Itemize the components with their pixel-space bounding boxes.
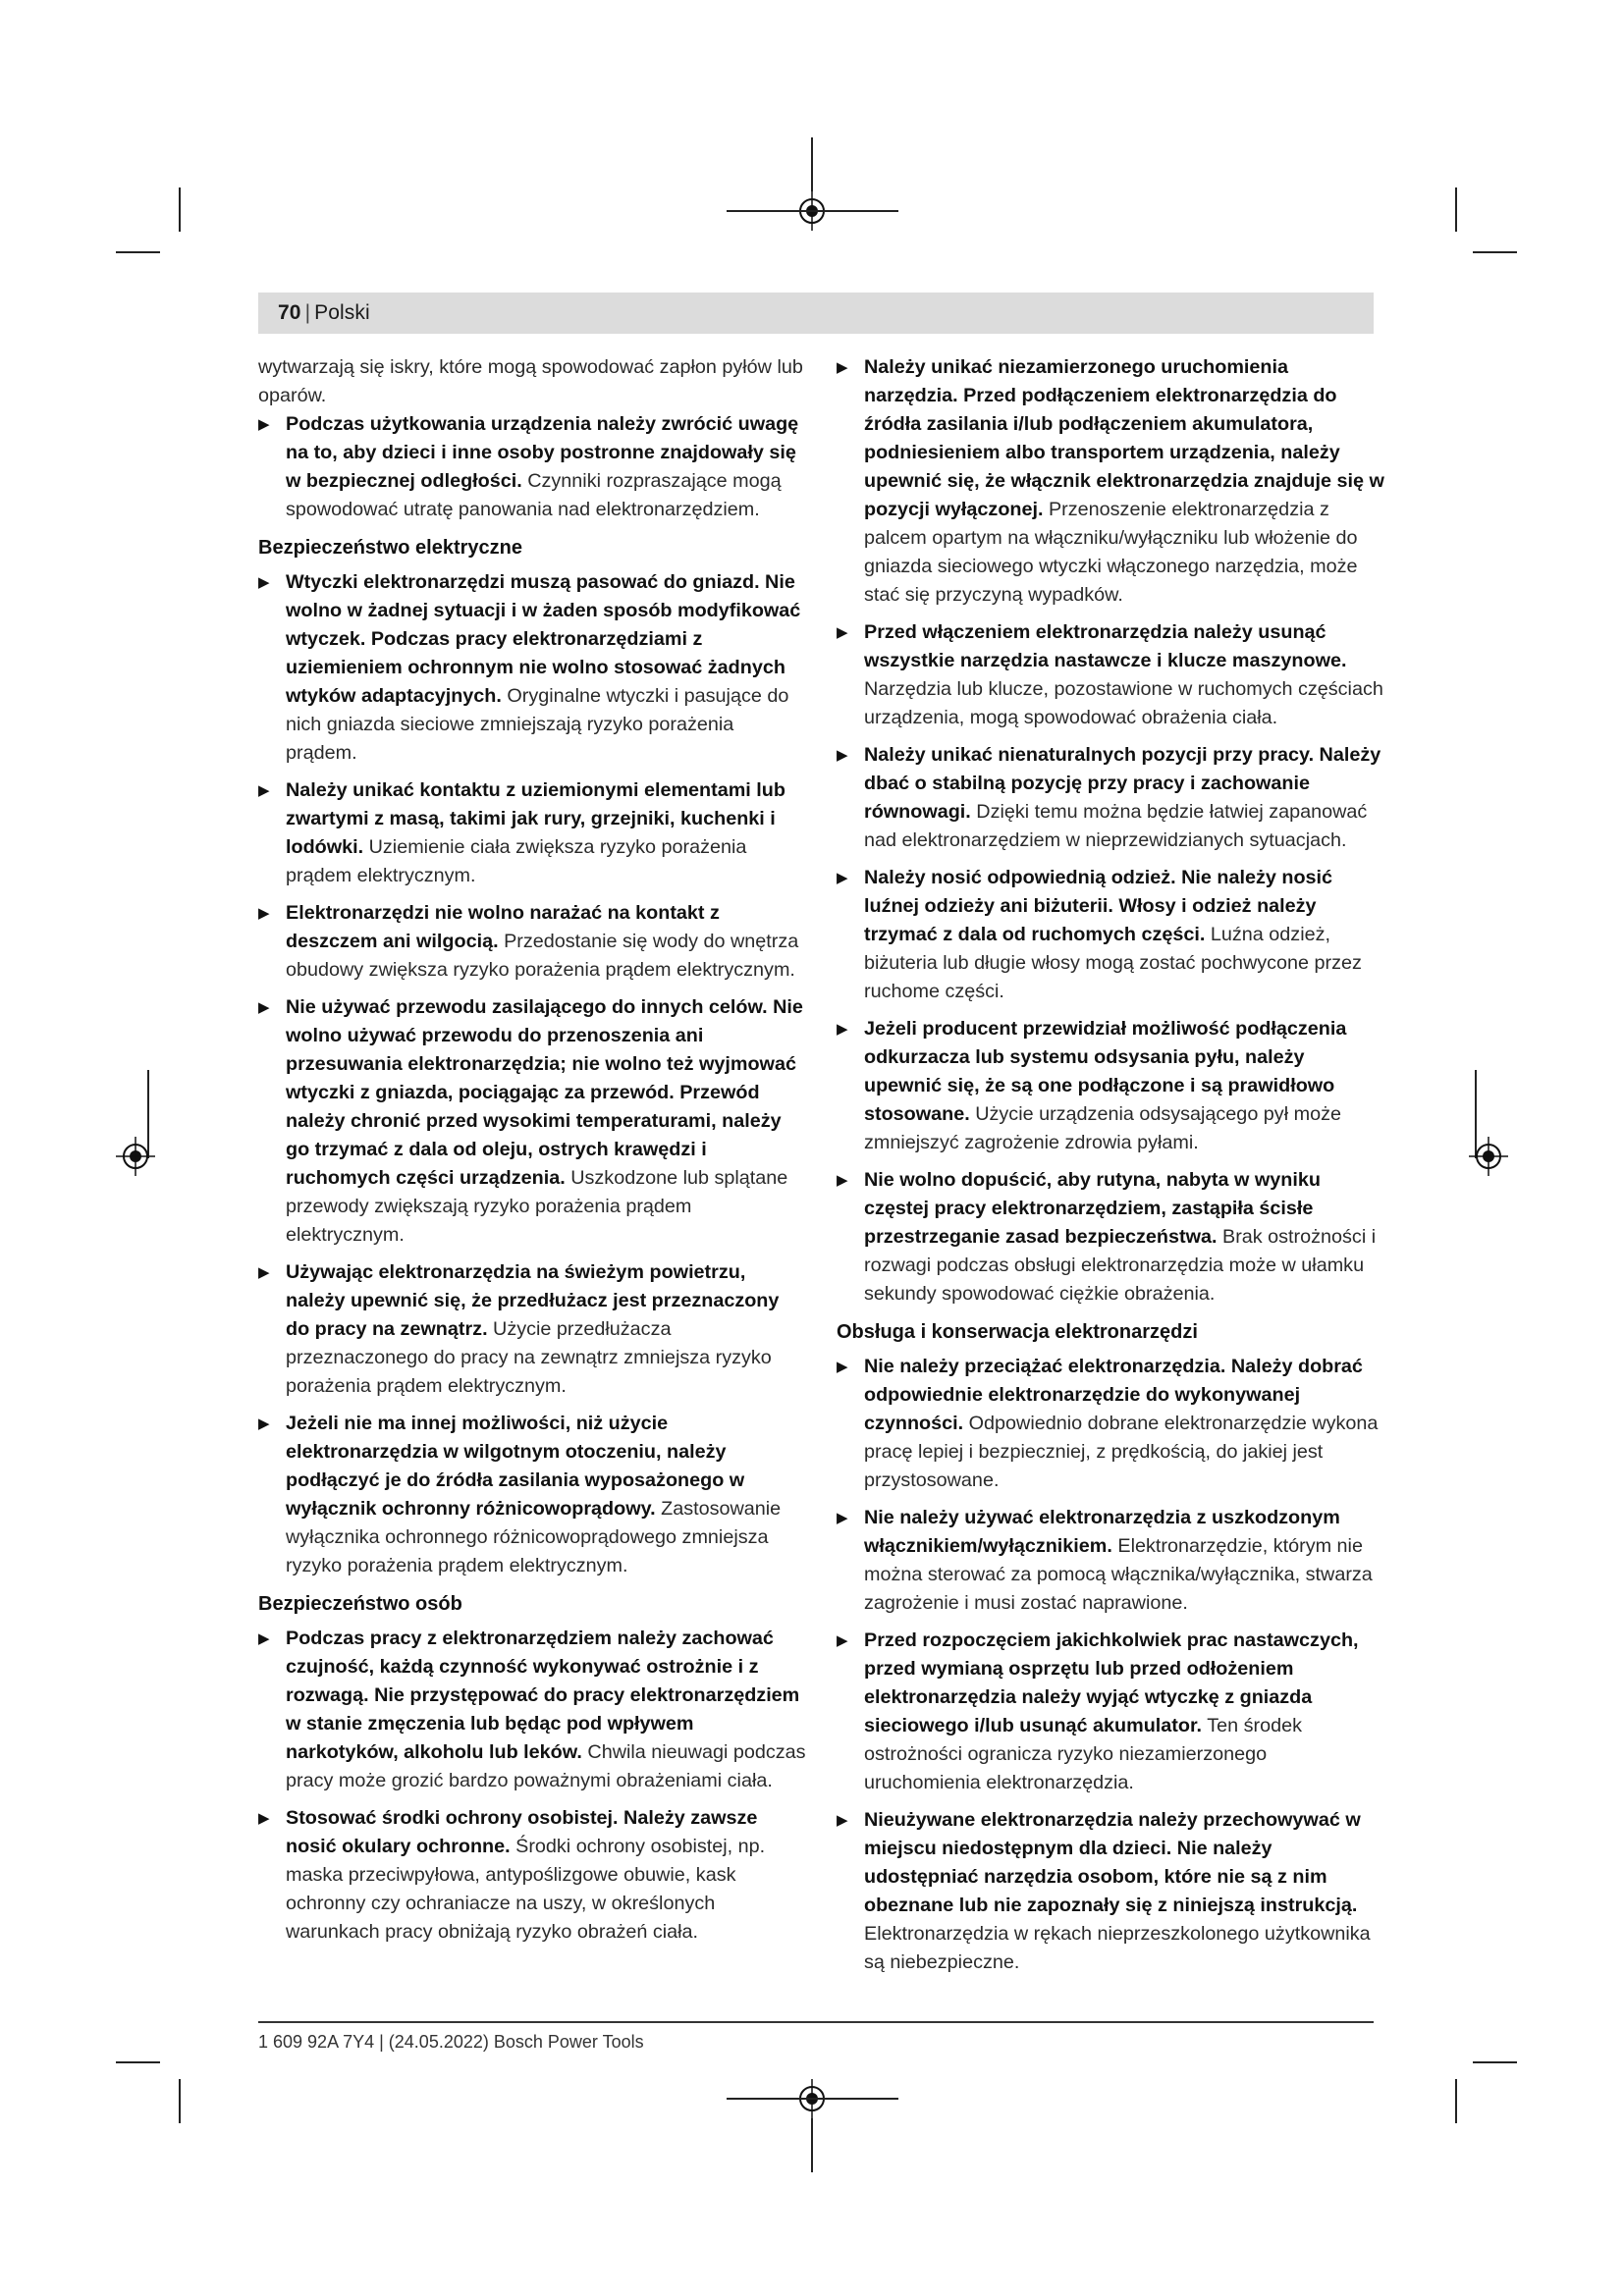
- list-item: [837, 1806, 1386, 1977]
- item-bold: Należy nosić odpowiednią odzież. Nie należy nosić luźnej odzieży ani biżuterii. Włosy i odzież należy trzymać z dala od ruchomych części.: [864, 867, 1333, 945]
- bullet-icon: ▶: [837, 1359, 848, 1375]
- header-separator: |: [304, 301, 311, 324]
- crop-mark: [1473, 2061, 1517, 2063]
- item-text: Przedostanie się wody do wnętrza obudowy zwiększa ryzyko porażenia prądem elektrycznym.: [286, 931, 799, 981]
- item-text: Dzięki temu można będzie łatwiej zapanować nad elektronarzędziem w nieprzewidzianych sytuacjach.: [864, 801, 1368, 851]
- item-bold: Elektronarzędzi nie wolno narażać na kontakt z deszczem ani wilgocią.: [286, 902, 720, 952]
- bullet-icon: ▶: [258, 1810, 270, 1827]
- item-bold: Podczas pracy z elektronarzędziem należy zachować czujność, każdą czynność wykonywać ostrożnie i z rozwagą. Nie przystępować do pracy elektronarzędziem w stanie zmęczenia lub będąc pod wpływem narkotyków, alkoholu lub leków.: [286, 1628, 800, 1763]
- list-item: [837, 1627, 1386, 1797]
- page-header: [258, 293, 1374, 334]
- item-text: Użycie urządzenia odsysającego pył może zmniejszyć zagrożenie zdrowia pyłami.: [864, 1103, 1341, 1153]
- item-bold: Używając elektronarzędzia na świeżym powietrzu, należy upewnić się, że przedłużacz jest przeznaczony do pracy na zewnątrz.: [286, 1261, 780, 1340]
- item-text: Brak ostrożności i rozwagi podczas obsługi elektronarzędzia może w ułamku sekundy spowodować ciężkie obrażenia.: [864, 1226, 1377, 1305]
- item-text: Ten środek ostrożności ogranicza ryzyko niezamierzonego uruchomienia elektronarzędzia.: [864, 1715, 1302, 1793]
- crop-mark: [179, 2079, 181, 2123]
- list-item: [258, 993, 808, 1250]
- list-item: [837, 618, 1386, 732]
- bullet-icon: ▶: [837, 1812, 848, 1829]
- list-item: [837, 1504, 1386, 1618]
- page-footer: 1 609 92A 7Y4 | (24.05.2022) Bosch Power Tools: [258, 2032, 644, 2052]
- bullet-icon: ▶: [258, 574, 270, 591]
- item-bold: Jeżeli producent przewidział możliwość podłączenia odkurzacza lub systemu odsysania pyłu, należy upewnić się, że są one podłączone i są prawidłowo stosowane.: [864, 1018, 1347, 1125]
- list-item: [837, 864, 1386, 1006]
- item-text: Oryginalne wtyczki i pasujące do nich gniazda sieciowe zmniejszają ryzyko porażenia prądem.: [286, 685, 789, 764]
- right-column: [837, 353, 1386, 1986]
- crop-mark: [1455, 2079, 1457, 2123]
- list-item: [837, 353, 1386, 610]
- bullet-icon: ▶: [258, 782, 270, 799]
- list-item: [258, 410, 808, 524]
- bullet-icon: ▶: [837, 1172, 848, 1189]
- item-text: Czynniki rozpraszające mogą spowodować utratę panowania nad elektronarzędziem.: [286, 470, 782, 520]
- item-bold: Nie należy przeciążać elektronarzędzia. Należy dobrać odpowiednie elektronarzędzie do wykonywanej czynności.: [864, 1356, 1363, 1434]
- crop-mark: [811, 2118, 813, 2172]
- list-item: [258, 1258, 808, 1401]
- item-text: Przenoszenie elektronarzędzia z palcem opartym na włączniku/wyłączniku lub włożenie do gniazda sieciowego wtyczki włączonego narzędzia, może stać się przyczyną wypadków.: [864, 499, 1358, 606]
- list-item: [258, 1410, 808, 1580]
- registration-mark-icon: [116, 1137, 155, 1176]
- page-number: 70: [278, 301, 301, 324]
- crop-mark: [727, 2098, 898, 2100]
- item-bold: Stosować środki ochrony osobistej. Należy zawsze nosić okulary ochronne.: [286, 1807, 758, 1857]
- bullet-icon: ▶: [258, 416, 270, 433]
- item-text: Elektronarzędzia w rękach nieprzeszkolonego użytkownika są niebezpieczne.: [864, 1923, 1371, 1973]
- bullet-icon: ▶: [258, 905, 270, 922]
- left-column: [258, 353, 808, 1955]
- list-item: [837, 1166, 1386, 1308]
- bullet-icon: ▶: [258, 1415, 270, 1432]
- bullet-icon: ▶: [258, 1630, 270, 1647]
- footer-divider: [258, 2021, 1374, 2023]
- item-text: Zastosowanie wyłącznika ochronnego różnicowoprądowego zmniejsza ryzyko porażenia prądem elektrycznym.: [286, 1498, 782, 1576]
- item-bold: Podczas użytkowania urządzenia należy zwrócić uwagę na to, aby dzieci i inne osoby postronne znajdowały się w bezpiecznej odległości.: [286, 413, 799, 492]
- continuation-text: wytwarzają się iskry, które mogą spowodować zapłon pyłów lub oparów.: [258, 356, 803, 406]
- bullet-icon: ▶: [258, 999, 270, 1016]
- item-bold: Należy unikać kontaktu z uziemionymi elementami lub zwartymi z masą, takimi jak rury, grzejniki, kuchenki i lodówki.: [286, 779, 785, 858]
- item-text: Odpowiednio dobrane elektronarzędzie wykona pracę lepiej i bezpieczniej, z prędkością, do jakiej jest przystosowane.: [864, 1413, 1379, 1491]
- bullet-icon: ▶: [258, 1264, 270, 1281]
- crop-mark: [1455, 187, 1457, 232]
- item-bold: Należy unikać niezamierzonego uruchomienia narzędzia. Przed podłączeniem elektronarzędzia do źródła zasilania i/lub podłączeniem akumulatora, podniesieniem albo transportem urządzenia, należy upewnić się, że włącznik elektronarzędzia znajduje się w pozycji wyłączonej.: [864, 356, 1384, 520]
- item-bold: Nie używać przewodu zasilającego do innych celów. Nie wolno używać przewodu do przenoszenia ani przesuwania elektronarzędzia; nie wolno też wyjmować wtyczki z gniazda, pociągając za przewód. Przewód należy chronić przed wysokimi temperaturami, należy go trzymać z dala od oleju, ostrych krawędzi i ruchomych części urządzenia.: [286, 996, 803, 1189]
- bullet-icon: ▶: [837, 1021, 848, 1038]
- item-text: Użycie przedłużacza przeznaczonego do pracy na zewnątrz zmniejsza ryzyko porażenia prądem elektrycznym.: [286, 1318, 772, 1397]
- bullet-icon: ▶: [837, 1510, 848, 1526]
- bullet-icon: ▶: [837, 870, 848, 886]
- list-item: [837, 1015, 1386, 1157]
- crop-mark: [116, 251, 160, 253]
- crop-mark: [811, 137, 813, 191]
- item-text: Uziemienie ciała zwiększa ryzyko porażenia prądem elektrycznym.: [286, 836, 747, 886]
- item-bold: Przed rozpoczęciem jakichkolwiek prac nastawczych, przed wymianą osprzętu lub przed odłożeniem elektronarzędzia należy wyjąć wtyczkę z gniazda sieciowego i/lub usunąć akumulator.: [864, 1629, 1359, 1736]
- bullet-icon: ▶: [837, 1632, 848, 1649]
- crop-mark: [116, 2061, 160, 2063]
- item-bold: Nieużywane elektronarzędzia należy przechowywać w miejscu niedostępnym dla dzieci. Nie należy udostępniać narzędzia osobom, które nie są z nim obeznane lub nie zapoznały się z niniejszą instrukcją.: [864, 1809, 1361, 1916]
- item-bold: Jeżeli nie ma innej możliwości, niż użycie elektronarzędzia w wilgotnym otoczeniu, należy podłączyć je do źródła zasilania wyposażonego w wyłącznik ochronny różnicowoprądowy.: [286, 1413, 745, 1520]
- item-bold: Nie należy używać elektronarzędzia z uszkodzonym włącznikiem/wyłącznikiem.: [864, 1507, 1340, 1557]
- list-item: [837, 1353, 1386, 1495]
- item-bold: Wtyczki elektronarzędzi muszą pasować do gniazd. Nie wolno w żadnej sytuacji i w żaden sposób modyfikować wtyczek. Podczas pracy elektronarzędziami z uziemieniem ochronnym nie wolno stosować żadnych wtyków adaptacyjnych.: [286, 571, 801, 707]
- bullet-icon: ▶: [837, 359, 848, 376]
- bullet-icon: ▶: [837, 747, 848, 764]
- section-heading: Bezpieczeństwo osób: [258, 1593, 462, 1615]
- item-bold: Należy unikać nienaturalnych pozycji przy pracy. Należy dbać o stabilną pozycję przy pracy i zachowanie równowagi.: [864, 744, 1381, 823]
- crop-mark: [1473, 251, 1517, 253]
- list-item: [258, 1804, 808, 1947]
- list-item: [258, 899, 808, 985]
- crop-mark: [727, 210, 898, 212]
- section-heading: Bezpieczeństwo elektryczne: [258, 537, 522, 559]
- item-text: Narzędzia lub klucze, pozostawione w ruchomych częściach urządzenia, mogą spowodować obrażenia ciała.: [864, 678, 1383, 728]
- bullet-icon: ▶: [837, 624, 848, 641]
- item-text: Uszkodzone lub splątane przewody zwiększają ryzyko porażenia prądem elektrycznym.: [286, 1167, 788, 1246]
- list-item: [258, 776, 808, 890]
- item-bold: Nie wolno dopuścić, aby rutyna, nabyta w wyniku częstej pracy elektronarzędziem, zastąpiła ścisłe przestrzeganie zasad bezpieczeństwa.: [864, 1169, 1321, 1248]
- section-heading: Obsługa i konserwacja elektronarzędzi: [837, 1321, 1198, 1343]
- item-text: Środki ochrony osobistej, np. maska przeciwpyłowa, antypoślizgowe obuwie, kask ochronny czy ochraniacze na uszy, w określonych warunkach pracy obniżają ryzyko obrażeń ciała.: [286, 1836, 766, 1943]
- registration-mark-icon: [1469, 1137, 1508, 1176]
- list-item: [837, 741, 1386, 855]
- list-item: [258, 1625, 808, 1795]
- list-item: [258, 568, 808, 768]
- item-text: Elektronarzędzie, którym nie można sterować za pomocą włącznika/wyłącznika, stwarza zagrożenie i musi zostać naprawione.: [864, 1535, 1373, 1614]
- header-language: Polski: [314, 301, 370, 324]
- item-bold: Przed włączeniem elektronarzędzia należy usunąć wszystkie narzędzia nastawcze i klucze maszynowe.: [864, 621, 1347, 671]
- crop-mark: [179, 187, 181, 232]
- item-text: Chwila nieuwagi podczas pracy może grozić bardzo poważnymi obrażeniami ciała.: [286, 1741, 806, 1791]
- item-text: Luźna odzież, biżuteria lub długie włosy mogą zostać pochwycone przez ruchome części.: [864, 924, 1362, 1002]
